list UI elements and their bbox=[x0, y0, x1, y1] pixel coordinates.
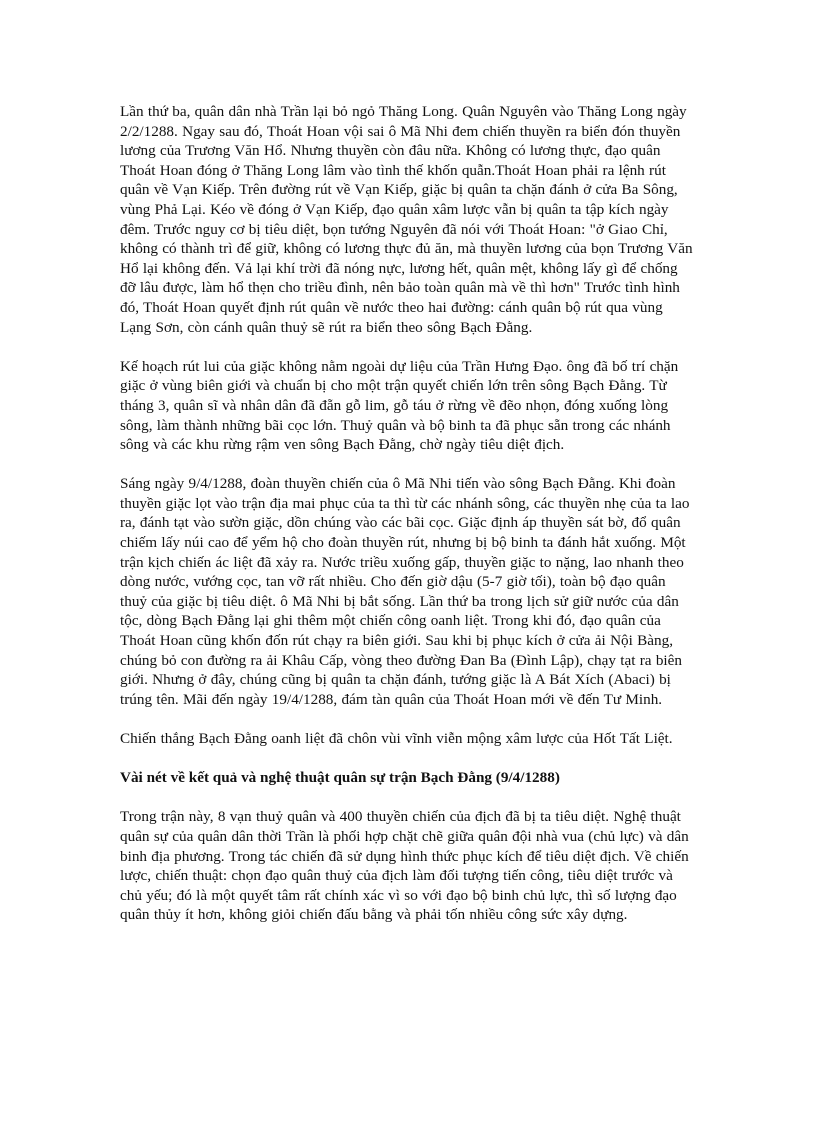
paragraph-5: Trong trận này, 8 vạn thuỷ quân và 400 thuyền chiến của địch đã bị ta tiêu diệt. Nghệ thuật quân sự của quân dân thời Trần là phối hợp chặt chẽ giữa quân đội nhà vua (chủ lực) và dân binh địa phương. Trong tác chiến đã sử dụng hình thức phục kích để tiêu diệt địch. Về chiến lược, chiến thuật: chọn đạo quân thuỷ của địch làm đối tượng tiến công, tiêu diệt trước và chủ yếu; đó là một quyết tâm rất chính xác vì so với đạo bộ binh chủ lực, thì số lượng đạo quân thủy ít hơn, không giỏi chiến đấu bằng và phải tốn nhiều công sức xây dựng. bbox=[120, 808, 689, 924]
paragraph-2: Kế hoạch rút lui của giặc không nằm ngoài dự liệu của Trần Hưng Đạo. ông đã bố trí chặn giặc ở vùng biên giới và chuẩn bị cho một trận quyết chiến lớn trên sông Bạch Đằng. Từ tháng 3, quân sĩ và nhân dân đã đẵn gỗ lim, gỗ táu ở rừng về đẽo nhọn, đóng xuống lòng sông, làm thành những bãi cọc lớn. Thuỷ quân và bộ binh ta đã phục sẵn trong các nhánh sông và các khu rừng rậm ven sông Bạch Đằng, chờ ngày tiêu diệt địch. bbox=[120, 357, 679, 454]
paragraph-1: Lần thứ ba, quân dân nhà Trần lại bỏ ngỏ Thăng Long. Quân Nguyên vào Thăng Long ngày 2/2/1288. Ngay sau đó, Thoát Hoan vội sai ô Mã Nhi đem chiến thuyền ra biển đón thuyền lương của Trương Văn Hổ. Nhưng thuyền còn đâu nữa. Không có lương thực, đạo quân Thoát Hoan đóng ở Thăng Long lâm vào tình thế khốn quẫn.Thoát Hoan phải ra lệnh rút quân về Vạn Kiếp. Trên đường rút về Vạn Kiếp, giặc bị quân ta chặn đánh ở cửa Ba Sông, vùng Phả Lại. Kéo về đóng ở Vạn Kiếp, đạo quân xâm lược vẫn bị quân ta tập kích ngày đêm. Trước nguy cơ bị tiêu diệt, bọn tướng Nguyên đã nói với Thoát Hoan: "ở Giao Chỉ, không có thành trì để giữ, không có lương thực đủ ăn, mà thuyền lương của bọn Trương Văn Hổ lại không đến. Vả lại khí trời đã nóng nực, lương hết, quân mệt, không lấy gì để chống đỡ lâu được, làm hổ thẹn cho triều đình, nên bảo toàn quân mà về thì hơn" Trước tình hình đó, Thoát Hoan quyết định rút quân về nước theo hai đường: cánh quân bộ rút qua vùng Lạng Sơn, còn cánh quân thuỷ sẽ rút ra biển theo sông Bạch Đằng. bbox=[120, 103, 693, 336]
paragraph-4: Chiến thắng Bạch Đằng oanh liệt đã chôn vùi vĩnh viễn mộng xâm lược của Hốt Tất Liệt. bbox=[120, 730, 673, 747]
section-heading: Vài nét về kết quả và nghệ thuật quân sự trận Bạch Đằng (9/4/1288) bbox=[120, 769, 560, 787]
document-page bbox=[120, 102, 696, 945]
paragraph-3: Sáng ngày 9/4/1288, đoàn thuyền chiến của ô Mã Nhi tiến vào sông Bạch Đằng. Khi đoàn thuyền giặc lọt vào trận địa mai phục của ta thì từ các nhánh sông, các thuyền nhẹ của ta lao ra, đánh tạt vào sườn giặc, dồn chúng vào các bãi cọc. Giặc định áp thuyền sát bờ, đổ quân chiếm lấy núi cao để yểm hộ cho đoàn thuyền rút, nhưng bị bộ binh ta đánh hắt xuống. Một trận kịch chiến ác liệt đã xảy ra. Nước triều xuống gấp, thuyền giặc to nặng, lao nhanh theo dòng nước, vướng cọc, tan vỡ rất nhiều. Cho đến giờ dậu (5-7 giờ tối), toàn bộ đạo quân thuỷ của giặc bị tiêu diệt. ô Mã Nhi bị bắt sống. Lần thứ ba trong lịch sử giữ nước của dân tộc, dòng Bạch Đằng lại ghi thêm một chiến công oanh liệt. Trong khi đó, đạo quân của Thoát Hoan cũng khốn đốn rút chạy ra biên giới. Sau khi bị phục kích ở cửa ải Nội Bàng, chúng bỏ con đường ra ải Khâu Cấp, vòng theo đường Đan Ba (Đình Lập), chạy tạt ra biên giới. Nhưng ở đây, chúng cũng bị quân ta chặn đánh, tướng giặc là A Bát Xích (Abaci) bị trúng tên. Mãi đến ngày 19/4/1288, đám tàn quân của Thoát Hoan mới về đến Tư Minh. bbox=[120, 475, 690, 708]
